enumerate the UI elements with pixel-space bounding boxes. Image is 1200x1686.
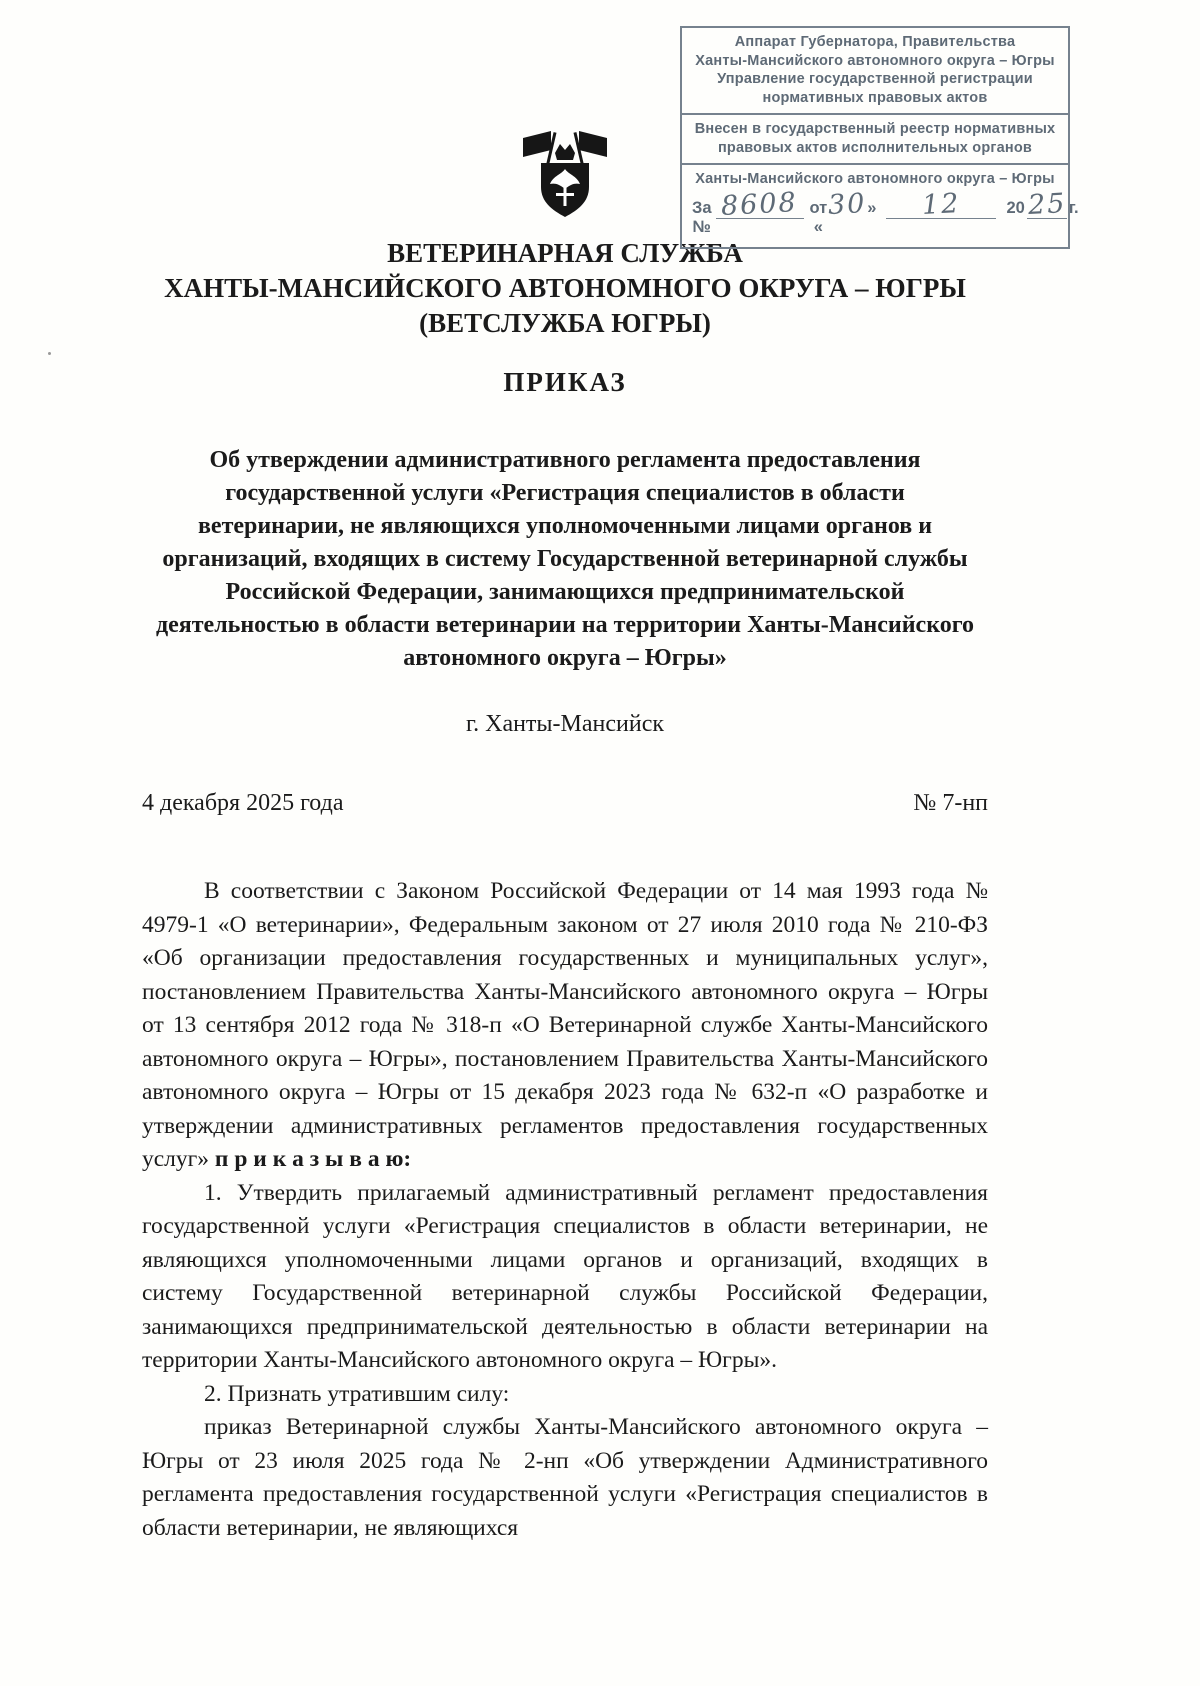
document-subject (142, 444, 988, 675)
document-type-title: ПРИКАЗ (503, 367, 627, 397)
handwritten-day: 30 (827, 187, 868, 221)
coat-of-arms-icon (515, 128, 615, 222)
stamp-text-line: Ханты-Мансийского автономного округа – Югры (695, 171, 1055, 187)
stamp-text-line: правовых актов исполнительных органов (717, 139, 1033, 156)
scan-artifact (48, 352, 51, 355)
paragraph-preamble (142, 875, 988, 1177)
preamble-text: В соответствии с Законом Российской Федерации от 14 мая 1993 года № 4979-1 «О ветеринарии», Федеральным законом от 27 июля 2010 года № 210-ФЗ «Об организации предоставления государственных и муниципальных услуг», постановлением Правительства Ханты-Мансийского автономного округа – Югры от 13 сентября 2012 года № 318-п «О Ветеринарной службе Ханты-Мансийского автономного округа – Югры», постановлением Правительства Ханты-Мансийского автономного округа – Югры от 15 декабря 2023 года № 632-п «О разработке и утверждении административных регламентов предоставления государственных услуг» (142, 878, 988, 1172)
stamp-reg-label: от « (809, 198, 828, 236)
document-number: № 7-нп (913, 790, 988, 816)
preamble-decree-word: п р и к а з ы в а ю: (214, 1146, 412, 1172)
organisation-name (142, 236, 988, 341)
org-name-line: (ВЕТСЛУЖБА ЮГРЫ) (419, 308, 711, 338)
paragraph-repealed-order: приказ Ветеринарной службы Ханты-Мансийского автономного округа – Югры от 23 июля 2025 года № 2-нп «Об утверждении Административного регламента предоставления государственной услуги «Регистрация специалистов в области ветеринарии, не являющихся (142, 1414, 988, 1541)
stamp-registration-line (682, 186, 1079, 247)
stamp-registry-block (682, 113, 1068, 163)
stamp-reg-year-field (1026, 187, 1067, 221)
stamp-reg-label: г. (1068, 198, 1079, 217)
subject-line: ветеринарии, не являющихся уполномоченными лицами органов и (197, 513, 933, 539)
subject-line: организаций, входящих в систему Государственной ветеринарной службы (162, 546, 968, 572)
document-date: 4 декабря 2025 года (142, 790, 344, 816)
subject-line: Об утверждении административного регламента предоставления (209, 447, 921, 473)
subject-line: государственной услуги «Регистрация специалистов в области (225, 480, 905, 506)
paragraph-item-1: 1. Утвердить прилагаемый административный регламент предоставления государственной услуги «Регистрация специалистов в области ветеринарии, не являющихся уполномоченными лицами органов и организаций, входящих в систему Государственной ветеринарной службы Российской Федерации, занимающихся предпринимательской деятельностью в области ветеринарии на территории Ханты-Мансийского автономного округа – Югры». (142, 1179, 988, 1373)
paragraph-item-2: 2. Признать утратившим силу: (204, 1380, 510, 1407)
stamp-reg-number-field (716, 186, 804, 222)
stamp-text-line: нормативных правовых актов (762, 89, 988, 106)
subject-line: Российской Федерации, занимающихся предпринимательской (225, 579, 905, 605)
org-name-line: ХАНТЫ-МАНСИЙСКОГО АВТОНОМНОГО ОКРУГА – ЮГРЫ (164, 273, 966, 303)
stamp-reg-month-field (886, 187, 996, 221)
stamp-text-line: Ханты-Мансийского автономного округа – Югры (695, 52, 1055, 69)
handwritten-number: 8608 (720, 186, 799, 222)
subject-line: автономного округа – Югры» (403, 645, 727, 671)
stamp-text-line: Аппарат Губернатора, Правительства (734, 34, 1016, 50)
date-number-row (142, 790, 988, 817)
handwritten-month: 12 (921, 187, 962, 221)
stamp-text-line: Управление государственной регистрации (717, 71, 1033, 87)
org-name-line: ВЕТЕРИНАРНАЯ СЛУЖБА (387, 238, 743, 268)
document-city: г. Ханты-Мансийск (465, 711, 665, 737)
stamp-reg-label: 20 (1006, 198, 1025, 217)
registration-stamp (680, 26, 1079, 249)
document-body (142, 875, 988, 1545)
stamp-reg-day-field (827, 187, 868, 221)
stamp-text-line: Внесен в государственный реестр нормативных (694, 121, 1056, 137)
stamp-reg-label: » (867, 198, 877, 217)
subject-line: деятельностью в области ветеринарии на территории Ханты-Мансийского (155, 612, 975, 638)
stamp-authority-block (682, 28, 1068, 113)
handwritten-year: 25 (1026, 187, 1067, 221)
stamp-reg-label: За № (692, 198, 712, 236)
